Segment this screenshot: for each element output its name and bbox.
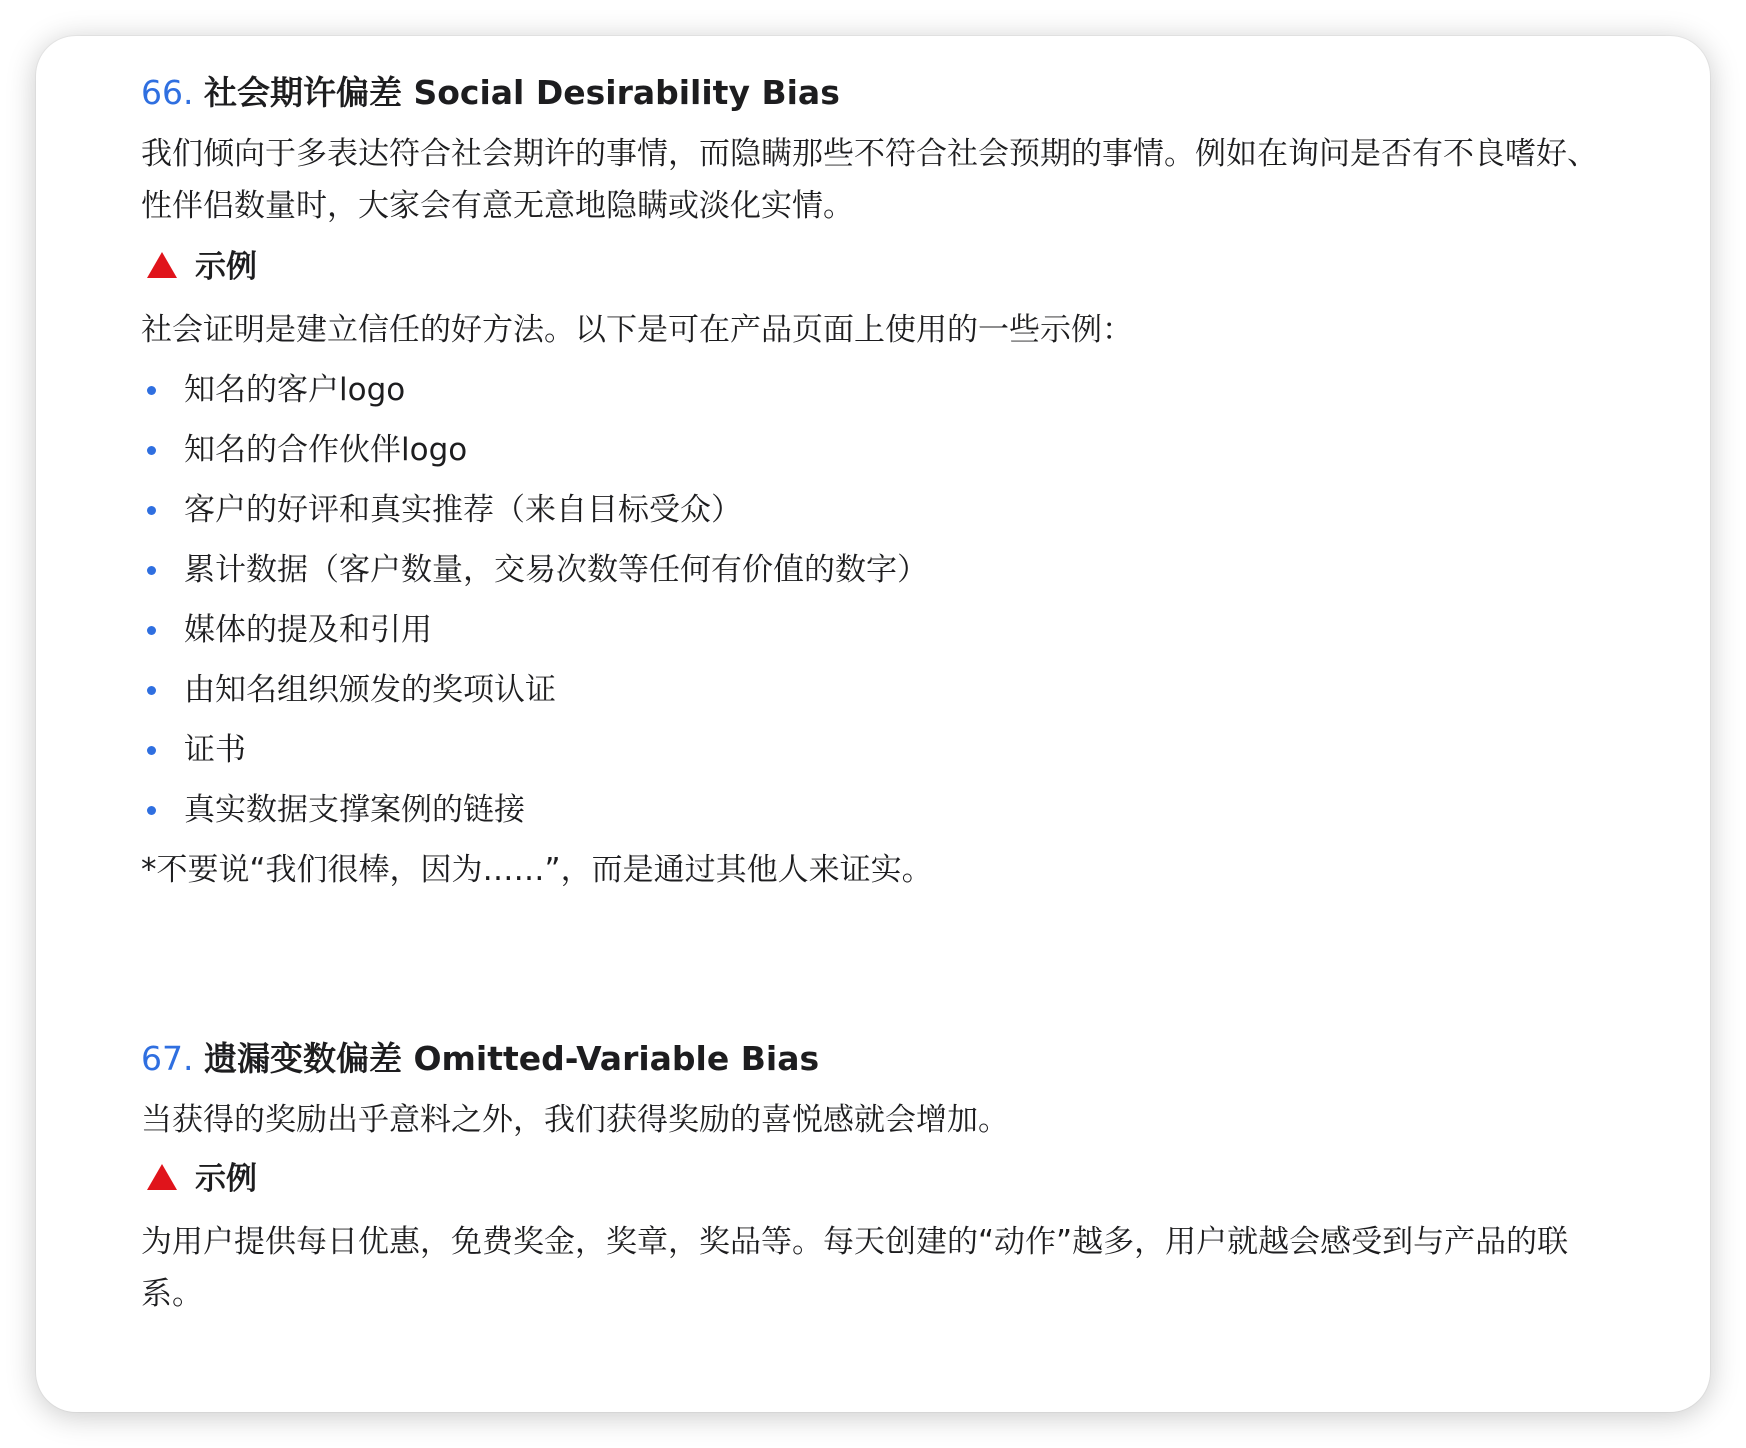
list-item: 由知名组织颁发的奖项认证 — [141, 660, 1621, 720]
list-item: 知名的客户logo — [141, 360, 1621, 420]
bullet-dot-icon — [147, 626, 156, 635]
section-description: 我们倾向于多表达符合社会期许的事情，而隐瞒那些不符合社会预期的事情。例如在询问是否有不良嗜好、性伴侣数量时，大家会有意无意地隐瞒或淡化实情。 — [141, 136, 1598, 224]
bullet-dot-icon — [147, 506, 156, 515]
section-number: 66. — [141, 73, 194, 112]
example-text: 为用户提供每日优惠，免费奖金，奖章，奖品等。每天创建的“动作”越多，用户就越会感受到与产品的联系。 — [141, 1224, 1569, 1312]
warning-triangle-icon — [147, 252, 177, 278]
section-heading — [141, 70, 1621, 116]
section-title: 社会期许偏差 Social Desirability Bias — [203, 73, 840, 112]
content-card — [36, 36, 1710, 1412]
section-number: 67. — [141, 1039, 194, 1078]
example-heading — [141, 1156, 1621, 1202]
example-label: 示例 — [195, 1161, 257, 1197]
list-item: 累计数据（客户数量，交易次数等任何有价值的数字） — [141, 540, 1621, 600]
footnote: *不要说“我们很棒，因为……”，而是通过其他人来证实。 — [141, 852, 933, 888]
example-intro: 社会证明是建立信任的好方法。以下是可在产品页面上使用的一些示例： — [141, 312, 1133, 348]
warning-triangle-icon — [147, 1164, 177, 1190]
example-label: 示例 — [195, 249, 257, 285]
bullet-dot-icon — [147, 746, 156, 755]
bullet-dot-icon — [147, 566, 156, 575]
list-item: 客户的好评和真实推荐（来自目标受众） — [141, 480, 1621, 540]
section-66 — [141, 70, 1621, 896]
section-title: 遗漏变数偏差 Omitted-Variable Bias — [203, 1039, 820, 1078]
section-description: 当获得的奖励出乎意料之外，我们获得奖励的喜悦感就会增加。 — [141, 1102, 1009, 1138]
example-heading — [141, 244, 1621, 290]
bullet-dot-icon — [147, 386, 156, 395]
bullet-dot-icon — [147, 806, 156, 815]
bullet-dot-icon — [147, 686, 156, 695]
list-item: 真实数据支撑案例的链接 — [141, 780, 1621, 840]
bullet-dot-icon — [147, 446, 156, 455]
section-67 — [141, 1036, 1621, 1320]
list-item: 证书 — [141, 720, 1621, 780]
list-item: 媒体的提及和引用 — [141, 600, 1621, 660]
example-list — [141, 360, 1621, 840]
section-heading — [141, 1036, 1621, 1082]
list-item: 知名的合作伙伴logo — [141, 420, 1621, 480]
